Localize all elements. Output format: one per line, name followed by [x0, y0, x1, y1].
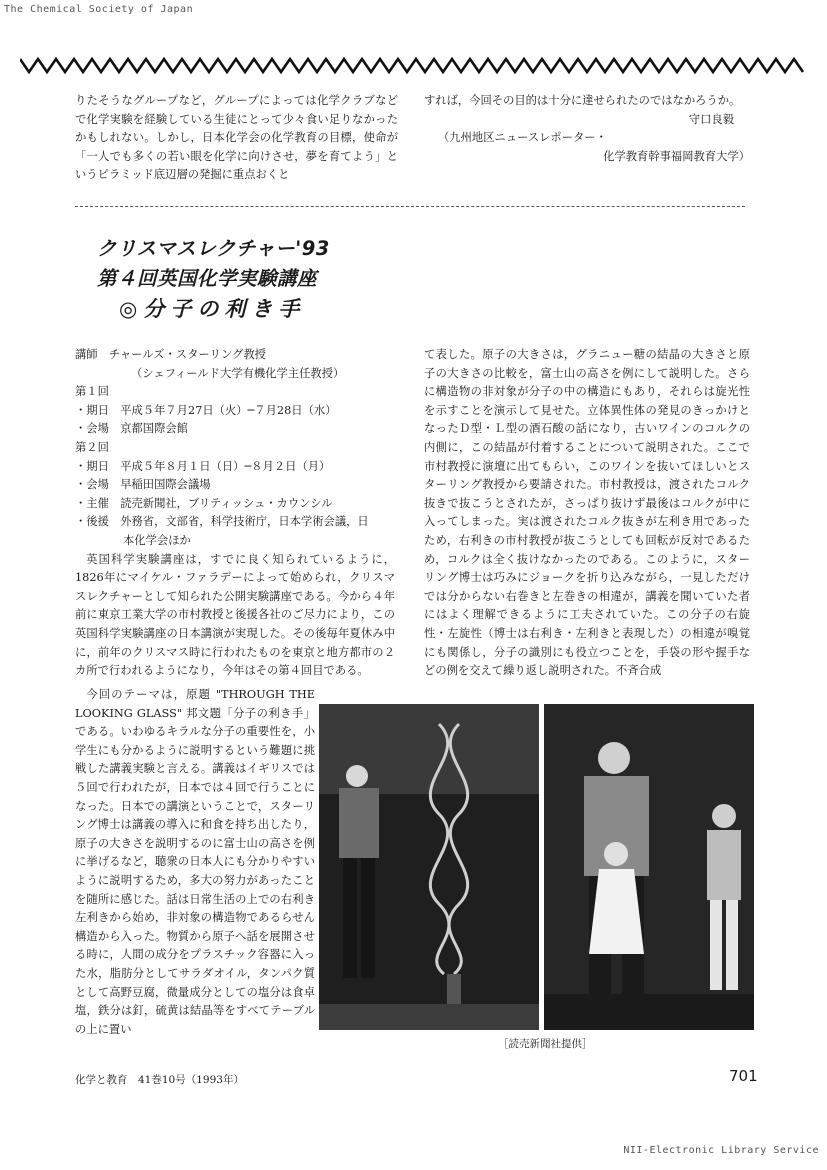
info-line: 講師 チャールズ・スターリング教授: [75, 348, 266, 361]
nii-footer: NII-Electronic Library Service: [623, 1145, 819, 1156]
society-header: The Chemical Society of Japan: [4, 4, 194, 15]
body-paragraph-2: 今回のテーマは，原題 "THROUGH THE LOOKING GLASS" 邦文題「分子の利き手」である。いわゆるキラルな分子の重要性を，小学生にも分かるように説明するという難題に挑戦した講義実験と言える。講義はイギリスでは５回で行われたが，日本では４回で行うことになった。日本での講演ということで，スターリング博士は講義の導入に和食を持ち出したり，原子の大きさを説明するのに富士山の高さを例に挙げるなど，聴衆の日本人にも分かりやすいように説明するため，多大の努力があったことを随所に感じた。話は日常生活の上での右利き左利きから始め，非対象の構造物であるらせん構造から入った。物質から原子へ話を展開させる時に，人間の成分をプラスチック容器に入った水，脂肪分としてサラダオイル，タンパク質として高野豆腐，微量成分としての塩分は食卓塩，鉄分は釘，硫黄は結晶等をすべてテーブルの上に置い: [75, 688, 315, 1036]
info-line: ・会場 京都国際会館: [75, 422, 188, 436]
info-line: 第２回: [75, 440, 109, 454]
info-line: ・後援 外務省，文部省，科学技術庁，日本学術会議，日: [75, 515, 369, 529]
top-left-text: りたそうなグループなど，グループによっては化学クラブなどで化学実験を経験している生徒にとって少々食い足りなかったかもしれない。しかし，日本化学会の化学教育の目標，使命が「一人でも多くの若い眼を化学に向けさせ，夢を育てよう」というピラミッド底辺層の発掘に重点おくと: [75, 94, 398, 182]
lecture-photo-children: [544, 704, 754, 1030]
left-column: [75, 346, 395, 681]
info-line: ・期日 平成５年８月１日（日）─８月２日（月）: [75, 459, 331, 473]
title-line-3: ◎分子の利き手: [119, 297, 306, 321]
article-title: [97, 234, 330, 324]
photo-credit: ［読売新聞社提供］: [498, 1038, 593, 1050]
lecture-photo-dna-model: [319, 704, 539, 1030]
lecture-info: [75, 346, 395, 551]
body-paragraph-1: 英国科学実験講座は，すでに良く知られているように，1826年にマイケル・ファラデーによって始められ，クリスマスレクチャーとして知られた公開実験講座である。今から４年前に東京工業大学の市村教授と後援各社のご尽力により，この英国科学実験講座の日本講演が実現した。その後毎年夏休み中に，前年のクリスマス時に行われたものを東京と地方都市の２カ所で行われるようになり，今年はその第４回目である。: [75, 552, 395, 678]
signature-name: 守口良毅: [688, 112, 734, 126]
info-line: 本化学会ほか: [123, 533, 191, 547]
signature-affiliation-2: 化学教育幹事福岡教育大学）: [603, 149, 750, 163]
section-divider: [75, 206, 745, 207]
top-right-text: すれば，今回その目的は十分に達せられたのではなかろうか。: [424, 94, 741, 107]
zigzag-divider: [20, 56, 807, 74]
info-line: ・主催 読売新聞社，ブリティッシュ・カウンシル: [75, 496, 333, 510]
journal-citation: 化学と教育 41巻10号（1993年）: [75, 1074, 244, 1086]
page-number: 701: [729, 1067, 758, 1085]
title-line-1: クリスマスレクチャー'93: [97, 237, 330, 260]
info-line: 第１回: [75, 385, 109, 399]
top-right-block: [424, 92, 750, 166]
title-line-2: 第４回英国化学実験講座: [97, 267, 318, 290]
info-line: ・期日 平成５年７月27日（火）─７月28日（水）: [75, 403, 337, 417]
info-line: （シェフィールド大学有機化学主任教授）: [131, 366, 345, 380]
signature-affiliation-1: （九州地区ニュースレポーター・: [438, 131, 607, 145]
body-right-column: て表した。原子の大きさは，グラニュー糖の結晶の大きさと原子の大きさの比較を，富士山の高さを例にして説明した。さらに構造物の非対象が分子の中の構造にもあり，それらは旋光性を示すことを演示して見せた。立体異性体の発見のきっかけとなったＤ型・Ｌ型の酒石酸の話になり，古いワインのコルクの内側に，この結晶が付着することについて説明された。ここで市村教授に演壇に出てもらい，このワインを抜いてほしいとスターリング教授から要請された。市村教授は，渡されたコルク抜きで抜こうとされたが，さっぱり抜けず最後はコルクが中に入ってしまった。実は渡されたコルク抜きが左利き用であったため，右利きの市村教授が抜こうとしても回転が反対であるため，コルクは全く抜けなかったのである。このように，スターリング博士は巧みにジョークを折り込みながら，一見しただけでは分からない右巻きと左巻きの相違が，講義を聞いていた者にはよく理解できるように工夫されていた。この分子の右旋性・左旋性（博士は右利き・左利きと表現した）の相違が嗅覚にも関係し，分子の識別にも役立つことを，手袋の形や握手などの例を交えて繰り返し説明された。不斉合成: [424, 348, 750, 678]
info-line: ・会場 早稲田国際会議場: [75, 478, 211, 492]
